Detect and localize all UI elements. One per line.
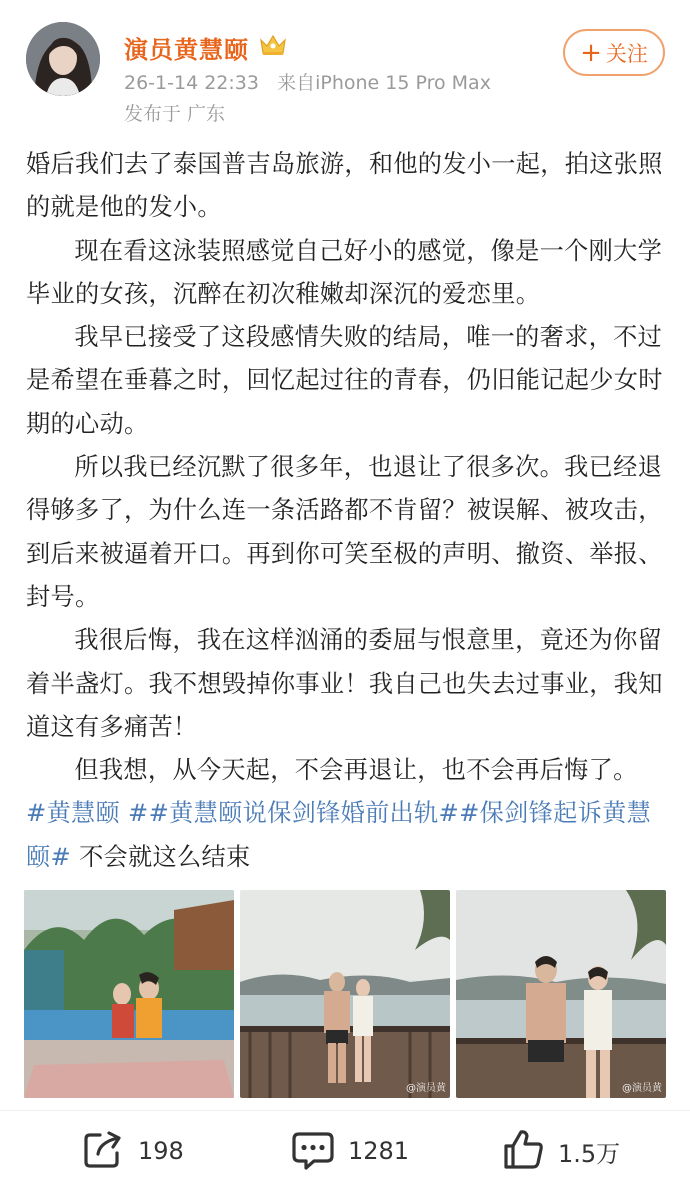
post-header: [0, 0, 690, 130]
comment-count: 1281: [348, 1137, 410, 1165]
hashtag-link[interactable]: #黄慧颐: [26, 799, 121, 828]
like-count: 1.5万: [558, 1139, 621, 1168]
photo-balcony-1[interactable]: [240, 890, 450, 1098]
plus-icon: +: [580, 37, 602, 68]
share-count: 198: [138, 1137, 184, 1165]
follow-button[interactable]: [563, 29, 665, 76]
photo-watermark: @演员黄: [622, 1083, 662, 1094]
paragraph: 我早已接受了这段感情失败的结局，唯一的奢求，不过是希望在垂暮之时，回忆起过往的青春，仍旧能记起少女时期的心动。: [26, 323, 663, 438]
hashtag-link[interactable]: ##黄慧颐说保剑锋婚前出轨#: [128, 799, 460, 828]
paragraph-text: 但我想，从今天起，不会再退让，也不会再后悔了。: [74, 756, 638, 785]
hashtag-link[interactable]: #保剑锋起诉黄慧颐#: [26, 799, 652, 871]
post-source: 来自iPhone 15 Pro Max: [277, 72, 491, 94]
like-button[interactable]: [500, 1124, 620, 1178]
post-location: 发布于 广东: [124, 103, 226, 125]
share-button[interactable]: [80, 1124, 184, 1178]
paragraph: 婚后我们去了泰国普吉岛旅游，和他的发小一起，拍这张照的就是他的发小。: [26, 150, 663, 222]
paragraph-last: [26, 749, 666, 879]
comment-icon: [290, 1126, 336, 1176]
author-name[interactable]: 演员黄慧颐: [124, 36, 249, 64]
photo-balcony-2[interactable]: [456, 890, 666, 1098]
action-bar: [0, 1118, 690, 1184]
follow-label: 关注: [605, 41, 648, 66]
photo-grid: [24, 890, 666, 1098]
divider: [0, 1110, 690, 1111]
post-meta: [124, 68, 491, 95]
share-icon: [80, 1126, 126, 1176]
paragraph: 现在看这泳装照感觉自己好小的感觉，像是一个刚大学毕业的女孩，沉醉在初次稚嫩却深沉的爱恋里。: [26, 236, 663, 308]
photo-watermark: @演员黄: [406, 1083, 446, 1094]
post-ending: 不会就这么结束: [79, 842, 251, 871]
photo-poolside[interactable]: [24, 890, 234, 1098]
comment-button[interactable]: [290, 1124, 409, 1178]
crown-icon: [258, 30, 288, 58]
post-body: [26, 143, 666, 879]
thumbs-up-icon: [500, 1126, 546, 1176]
paragraph: 所以我已经沉默了很多年，也退让了很多次。我已经退得够多了，为什么连一条活路都不肯留？被误解、被攻击，到后来被逼着开口。再到你可笑至极的声明、撤资、举报、封号。: [26, 453, 663, 611]
paragraph: 我很后悔，我在这样汹涌的委屈与恨意里，竟还为你留着半盏灯。我不想毁掉你事业！我自己也失去过事业，我知道这有多痛苦！: [26, 626, 663, 741]
avatar[interactable]: [26, 22, 100, 96]
timestamp: 26-1-14 22:33: [124, 72, 259, 94]
